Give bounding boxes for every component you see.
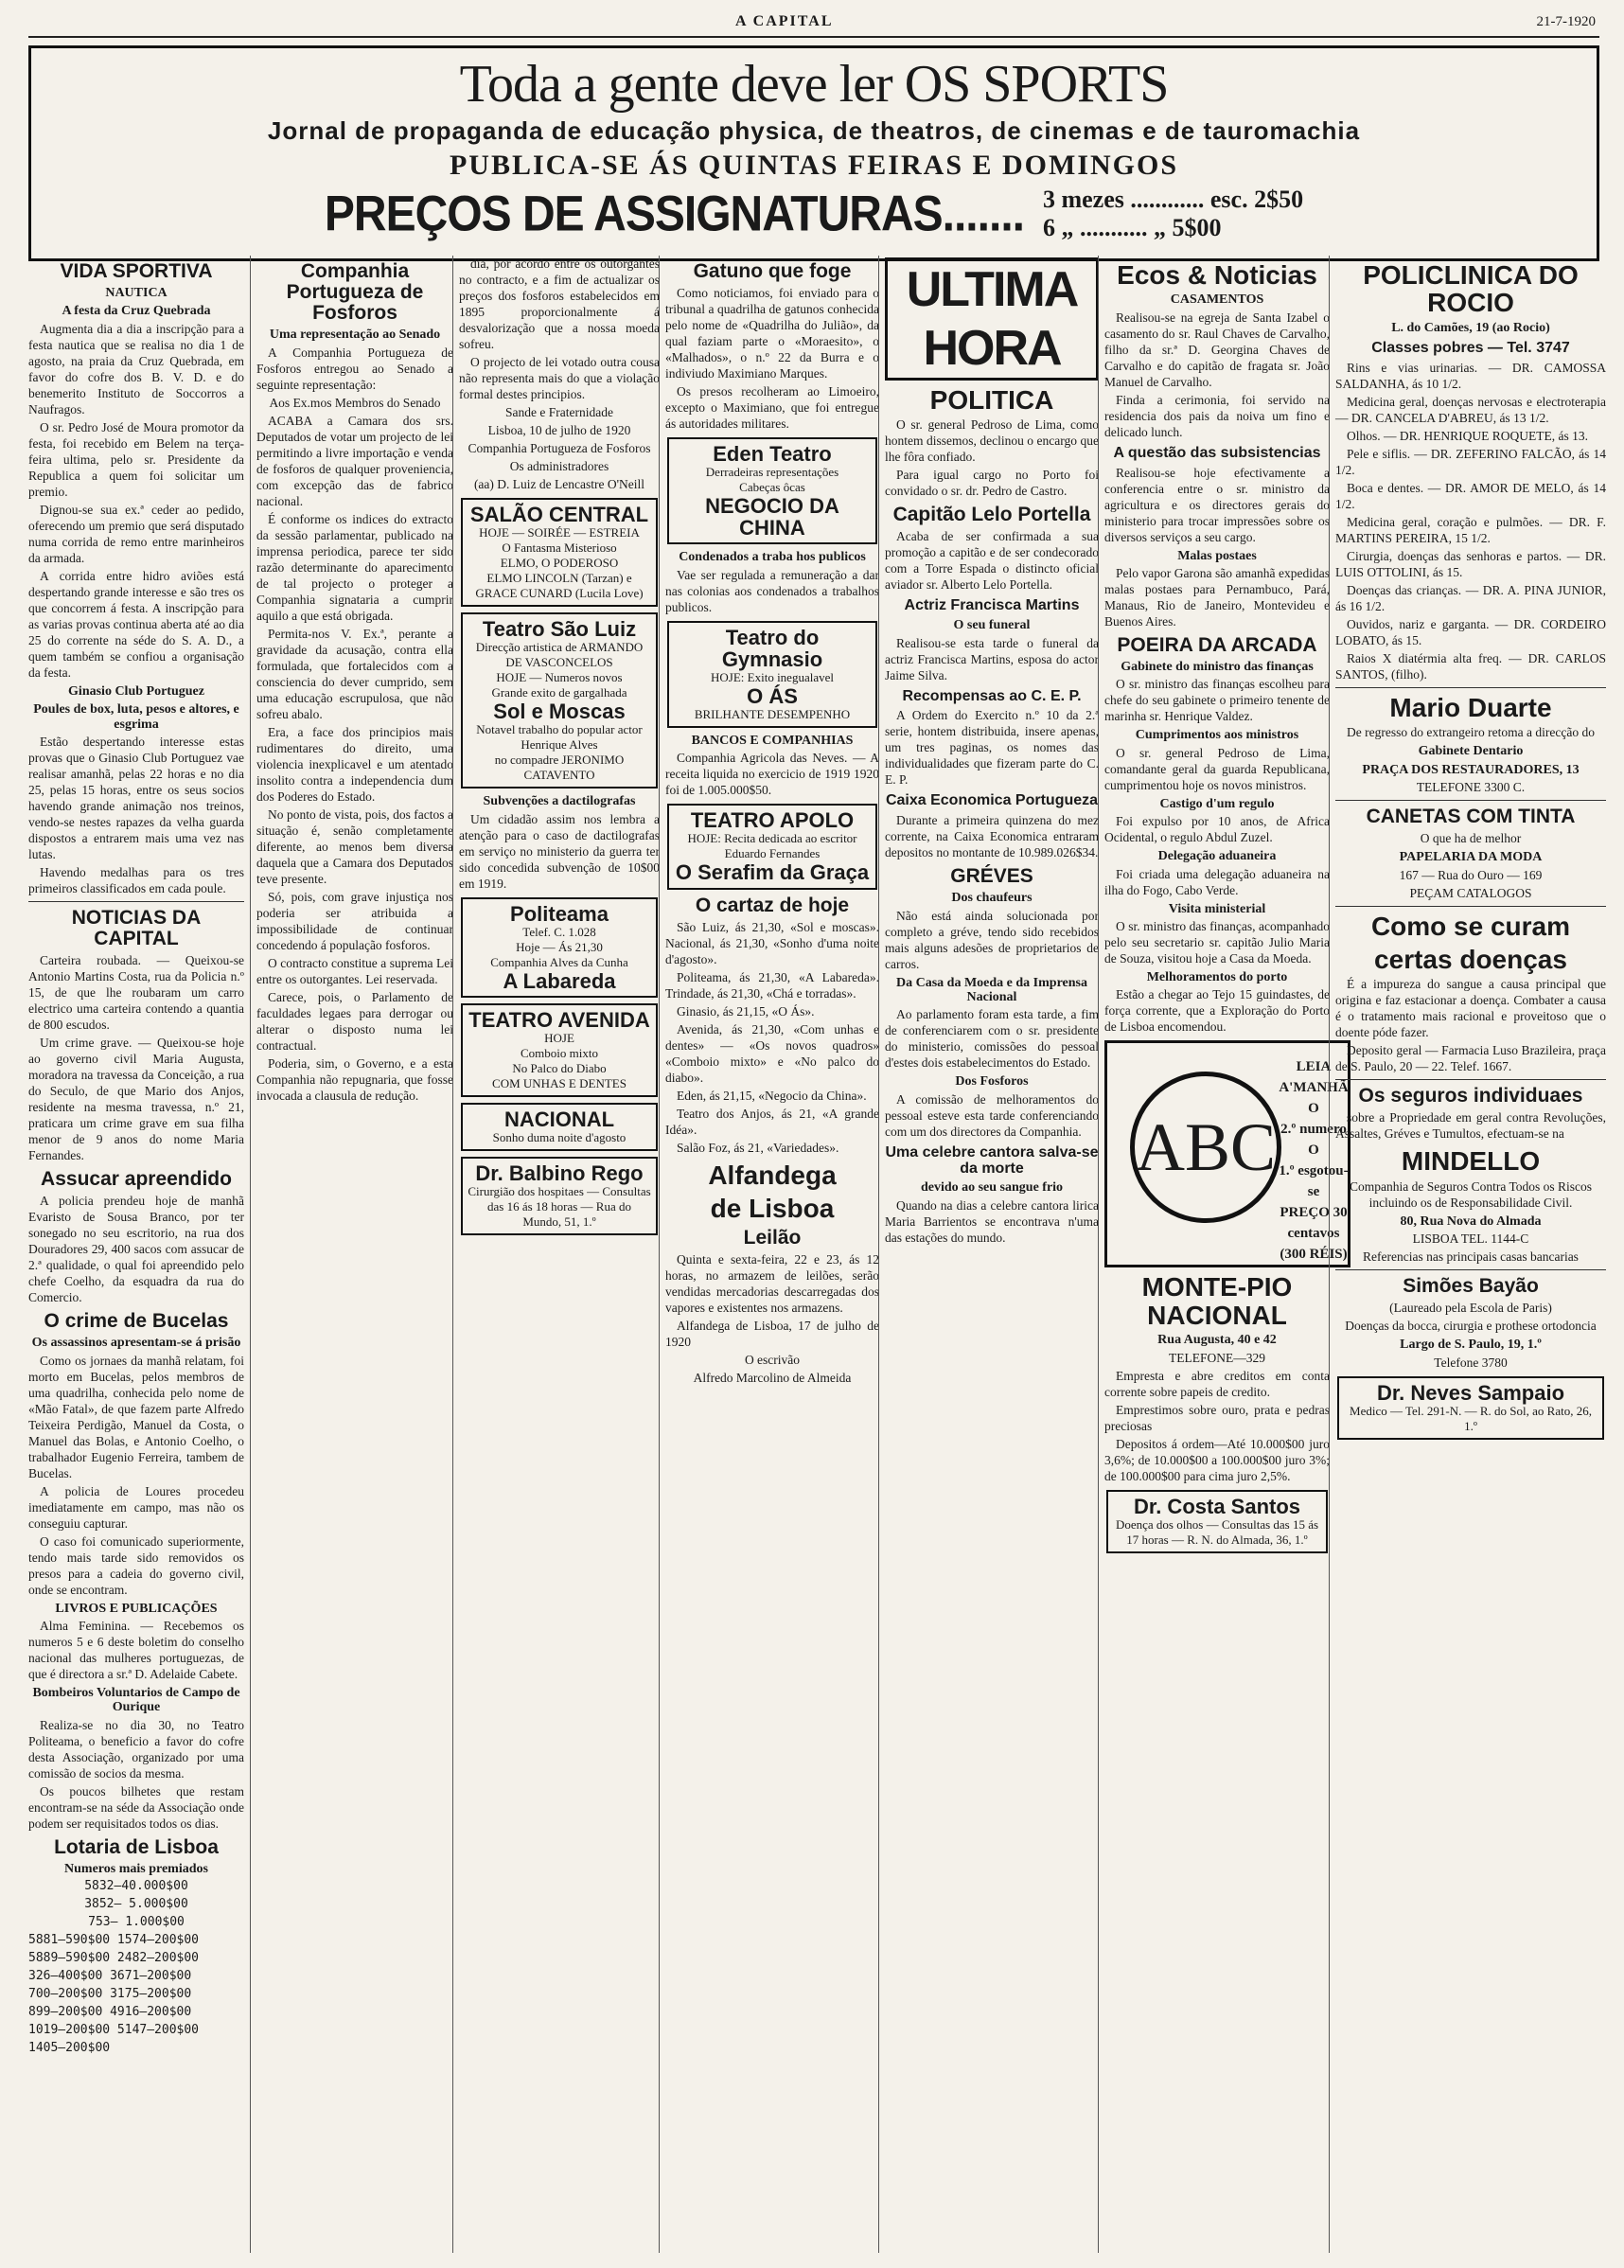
paragraph: Ao parlamento foram esta tarde, a fim de conferenciarem com o sr. presidente do ministerio, comissões do pessoal d'estes dois estabelecimentos do Estado. [885, 1007, 1099, 1071]
advert-line: Raios X diatérmia alta freq. — DR. CARLOS SANTOS, (filho). [1335, 650, 1606, 682]
column-3 [452, 256, 660, 2253]
article-title: Assucar apreendido [41, 1168, 232, 1191]
divider [1335, 800, 1606, 801]
subheading: Ginasio Club Portuguez [68, 683, 204, 699]
paragraph: A comissão de melhoramentos do pessoal esteve esta tarde conferenciando com um dos directores da Companhia. [885, 1091, 1099, 1139]
advert-title: Politeama [510, 901, 609, 926]
section-title: Ecos & Noticias [1117, 260, 1317, 290]
eden-teatro-advert [667, 437, 877, 544]
price-rows [1043, 186, 1303, 242]
advert-title: Mario Duarte [1389, 692, 1552, 722]
subheading: Castigo d'um regulo [1159, 796, 1275, 811]
advert-line: Doenças das crianças. — DR. A. PINA JUNIOR, ás 16 1/2. [1335, 582, 1606, 613]
newspaper-name: A CAPITAL [735, 13, 834, 29]
advert-title: TEATRO APOLO [690, 808, 855, 833]
paragraph: Como os jornaes da manhã relatam, foi morto em Bucelas, pelos membros de uma quadrilha, conhecida pelo nome de «Mão Fatal», de que fazem parte Alfredo Teixeira Perdigão, Manuel da Costa, o Manuel das Bolas, e Antonio Coelho, o trabalhador Eugenio Ferreira, tambem de Bucelas. [28, 1353, 244, 1480]
teatro-avenida-advert [461, 1003, 658, 1097]
paragraph: Só, pois, com grave injustiça nos poderia ser atribuida a impossibilidade de continuar concedendo á população fosforos. [256, 889, 453, 952]
column-5 [878, 256, 1099, 2253]
column-4 [659, 256, 879, 2253]
advert-line: Medicina geral, doenças nervosas e electroterapia — DR. CANCELA D'ABREU, ás 13 1/2. [1335, 394, 1606, 425]
paragraph: A Companhia Portugueza de Fosforos entregou ao Senado a seguinte representação: [256, 345, 453, 392]
advert-line: HOJE [544, 1030, 574, 1045]
advert-title: Toda a gente deve ler OS SPORTS [459, 55, 1169, 114]
subheading: Condenados a traba hos publicos [679, 550, 866, 565]
paragraph: Quando na dias a celebre cantora lirica Maria Barrientos se encontrava n'uma das estações do mundo. [885, 1197, 1099, 1245]
paragraph: Pelo vapor Garona são amanhã expedidas malas postaes para Pernambuco, Pará, Manaus, Rio de Janeiro, Montevideu e Buenos Aires. [1104, 565, 1330, 629]
paragraph: Vae ser regulada a remuneração a dar nas colonias aos condenados a trabalhos publicos. [665, 567, 879, 614]
advert-line: É a impureza do sangue a causa principal que origina e faz estacionar a doença. Combater a causa é o tratamento mais racional e proveitoso que o doente póde fazer. [1335, 977, 1606, 1040]
paragraph: Acaba de ser confirmada a sua promoção a capitão e de ser condecorado com a Torre Espada o distincto oficial aviador sr. Alberto Lelo Portella. [885, 529, 1099, 593]
advert-line: LISBOA TEL. 1144-C [1412, 1231, 1529, 1247]
paragraph: A policia de Loures procedeu imediatamente em campo, mas não os conseguiu capturar. [28, 1483, 244, 1531]
section-title: POLITICA [929, 385, 1054, 415]
advert-line: Derradeiras representações [705, 465, 839, 480]
paragraph: Aos Ex.mos Membros do Senado [269, 395, 441, 410]
advert-title: POLICLINICA DO ROCIO [1363, 260, 1579, 318]
paragraph: Finda a cerimonia, foi servido na residencia dos pais da noiva um fino e delicado lunch. [1104, 392, 1330, 439]
paragraph: Permita-nos V. Ex.ª, perante a gravidade da acusação, contra ella formulada, que fortalecidos com a consciencia do dever cumprido, sem uma educação escrupulosa, que não sofreu abalo. [256, 626, 453, 721]
abc-advert [1104, 1040, 1350, 1267]
advert-days: PUBLICA-SE ÁS QUINTAS FEIRAS E DOMINGOS [449, 150, 1179, 181]
paragraph: Os presos recolheram ao Limoeiro, excepto o Maximiano, que foi entregue ás autoridades militares. [665, 384, 879, 432]
paragraph: Os poucos bilhetes que restam encontram-se na séde da Associação onde podem ser requisitados todos os dias. [28, 1783, 244, 1831]
paragraph: Era, a face dos principios mais rudimentares do direito, uma violencia inexplicavel e um atentado insolito contra a independencia dum dos Poderes do Estado. [256, 724, 453, 804]
subheading: O seu funeral [953, 618, 1031, 633]
advert-line: ELMO, O PODEROSO [500, 556, 619, 571]
paragraph: Estão a chegar ao Tejo 15 guindastes, de força corrente, que a Exploração do Porto de Lisboa encomendou. [1104, 987, 1330, 1035]
lottery-line: 753— 1.000$00 [88, 1915, 185, 1930]
advert-line: Deposito geral — Farmacia Luso Brazileira, praça de S. Paulo, 20 — 22. Telef. 1667. [1335, 1043, 1606, 1074]
subheading: Numeros mais premiados [64, 1861, 208, 1876]
article-title: Lotaria de Lisboa [54, 1835, 219, 1858]
advert-line: Largo de S. Paulo, 19, 1.º [1400, 1338, 1542, 1353]
notice-title: de Lisboa [710, 1194, 835, 1224]
advert-line: Rua Augusta, 40 e 42 [1157, 1333, 1277, 1348]
advert-line: De regresso do extrangeiro retoma a direcção do [1346, 725, 1595, 740]
paragraph: Poderia, sim, o Governo, e a esta Companhia não repugnaria, que fosse invocada a clausula de redução. [256, 1055, 453, 1103]
paragraph: Eden, ás 21,15, «Negocio da China». [677, 1088, 867, 1103]
paragraph: Estão despertando interesse estas provas que o Ginasio Club Portuguez vae realisar amanhã, pelas 22 horas e no dia 25, pelas 15 horas, entre os seus socios havendo grande animação nos treinos, vendo-se nestes rapazes da velha guarda dispostos a entrarem mais uma vez nas lutas. [28, 735, 244, 861]
paragraph: O projecto de lei votado outra cousa não representa mais do que a violação formal destes principios. [459, 355, 660, 401]
advert-line: Doenças da bocca, cirurgia e prothese ortodoncia [1345, 1319, 1597, 1334]
column-1 [28, 256, 244, 2253]
paragraph: A Ordem do Exercito n.º 10 da 2.ª serie, hontem distribuida, insere apenas, um tres paginas, os nomes das individualidades que fizeram parte do C. E. P. [885, 708, 1099, 788]
advert-title: O Serafim da Graça [675, 860, 870, 885]
advert-line: A'MANHÃ [1279, 1080, 1349, 1096]
advert-line: Doença dos olhos — Consultas das 15 ás 17 horas — R. N. do Almada, 36, 1.º [1115, 1516, 1319, 1547]
price-row: 6 „ ........... „ 5$00 [1042, 214, 1222, 241]
article-title: Gatuno que foge [693, 260, 852, 282]
lottery-line: 5832—40.000$00 [84, 1879, 188, 1894]
paragraph: Realiza-se no dia 30, no Teatro Politeama, o beneficio a favor do cofre desta Associação, organizado por uma comissão de socios da mesma. [28, 1717, 244, 1781]
mario-duarte-advert [1335, 694, 1606, 795]
advert-line: Ouvidos, nariz e garganta. — DR. CORDEIRO LOBATO, ás 15. [1335, 616, 1606, 647]
article-title: O crime de Bucelas [44, 1310, 229, 1333]
advert-line: Medico — Tel. 291-N. — R. do Sol, ao Rato, 26, 1.º [1350, 1403, 1592, 1433]
subheading: Subvenções a dactilografas [483, 794, 636, 809]
advert-line: Hoje — Ás 21,30 [516, 939, 603, 954]
advert-title: Eden Teatro [713, 442, 832, 467]
advert-title: Teatro do Gymnasio [721, 625, 823, 671]
paragraph: (aa) D. Luiz de Lencastre O'Neill [473, 477, 645, 491]
advert-line: Cirurgião dos hospitaes — Consultas das 16 ás 18 horas — Rua do Mundo, 51, 1.º [468, 1184, 651, 1230]
paragraph: Teatro dos Anjos, ás 21, «A grande Idéa». [665, 1106, 879, 1137]
paragraph: É conforme os indices do extracto da sessão parlamentar, publicado na imprensa periodica, parece ter sido razão determinante do aparecimento de tal projecto o proteger a Companhia signataria a cumprir aquilo a que está obrigada. [256, 511, 453, 623]
paragraph: Alma Feminina. — Recebemos os numeros 5 e 6 deste boletim do conselho nacional das mulheres portuguezas, de que é directora a sr.ª D. Adelaide Cabete. [28, 1618, 244, 1681]
column-6 [1098, 256, 1349, 2253]
subheading: NAUTICA [105, 286, 168, 301]
advert-line: Classes pobres — Tel. 3747 [1371, 340, 1570, 357]
advert-line: PAPELARIA DA MODA [1399, 850, 1543, 865]
monte-pio-advert [1104, 1273, 1330, 1483]
advert-line: O Fantasma Misterioso [502, 540, 617, 556]
subheading: Uma representação ao Senado [269, 328, 441, 343]
paragraph: Foi expulso por 10 anos, de Africa Ocidental, o regulo Abdul Zuzel. [1104, 814, 1330, 845]
paragraph: Durante a primeira quinzena do mez corrente, na Caixa Economica entraram depositos no montante de 10.989.026$34. [885, 813, 1099, 860]
nacional-advert [461, 1103, 658, 1151]
subheading: Os assassinos apresentam-se á prisão [31, 1336, 241, 1351]
advert-line: COM UNHAS E DENTES [492, 1075, 627, 1090]
lottery-line: 1019—200$00 5147—200$00 [28, 2023, 200, 2038]
advert-line: HOJE: Recita dedicada ao escritor Eduardo Fernandes [687, 831, 857, 861]
paragraph: Politeama, ás 21,30, «A Labareda». Trindade, ás 21,30, «Chá e torradas». [665, 969, 879, 1001]
paragraph: ACABA a Camara dos srs. Deputados de votar um projecto de lei permitindo a livre importação e venda de fosforos de qualquer proveniencia, com excepção das de fabrico nacional. [256, 413, 453, 508]
teatro-gymnasio-advert [667, 621, 877, 728]
paragraph: Um crime grave. — Queixou-se hoje ao governo civil Maria Augusta, moradora na travessa da Conceição, a rua do Seculo, de que Mario dos Anjos, residente na mesma travessa, n.º 21, praticara um crime grave em sua filha menor de 9 anos do nome Maria Fernandes. [28, 1036, 244, 1163]
advert-line: (Laureado pela Escola de Paris) [1389, 1301, 1552, 1316]
divider [1335, 906, 1606, 907]
dr-balbino-rego-advert [461, 1157, 658, 1235]
paragraph: Alfredo Marcolino de Almeida [693, 1371, 852, 1386]
advert-title: CANETAS COM TINTA [1366, 806, 1576, 828]
advert-title: Simões Bayão [1403, 1275, 1539, 1298]
advert-line: TELEFONE—329 [1169, 1350, 1265, 1365]
article-title: Caixa Economica Portugueza [885, 792, 1099, 809]
advert-subtitle: Jornal de propaganda de educação physica, de theatros, de cinemas e de tauromachia [267, 116, 1361, 145]
advert-line: Comboio mixto [521, 1045, 598, 1060]
article-title: Companhia Portugueza de Fosforos [286, 260, 424, 325]
divider [1335, 1079, 1606, 1080]
paragraph: Realisou-se esta tarde o funeral da actriz Francisca Martins, esposa do actor Jaime Silva. [885, 635, 1099, 682]
notice-title: Leilão [743, 1227, 802, 1249]
paragraph: O caso foi comunicado superiormente, tendo mais tarde sido removidos os presos para a cadeia do governo civil, onde se encontram. [28, 1533, 244, 1597]
advert-line: Sonho duma noite d'agosto [492, 1130, 627, 1145]
advert-title: Dr. Balbino Rego [475, 1161, 644, 1186]
article-title: A questão das subsistencias [1113, 444, 1321, 461]
article-title: Recompensas ao C. E. P. [902, 687, 1082, 704]
advert-line: Emprestimos sobre ouro, prata e pedras preciosas [1104, 1402, 1330, 1433]
advert-line: Medicina geral, coração e pulmões. — DR. F. MARTINS PEREIRA, 15 1/2. [1335, 514, 1606, 545]
advert-line: O que ha de melhor [1420, 831, 1522, 846]
masthead [28, 9, 1599, 38]
advert-line: Empresta e abre creditos em conta corrente sobre papeis de credito. [1104, 1368, 1330, 1399]
advert-line: Boca e dentes. — DR. AMOR DE MELO, ás 14 1/2. [1335, 480, 1606, 511]
teatro-sao-luiz-advert [461, 612, 658, 788]
paragraph: Avenida, ás 21,30, «Com unhas e dentes» — «Os novos quadros» «Comboio mixto» e «No palco do diabo». [665, 1021, 879, 1085]
subheading: A festa da Cruz Quebrada [62, 304, 211, 319]
paragraph: Realisou-se na egreja de Santa Izabel o casamento do sr. Raul Chaves de Carvalho, filho da sr.ª D. Georgina Chaves de Carvalho e do capitão de fragata sr. João Manuel de Carvalho. [1104, 310, 1330, 389]
advert-line: L. do Camões, 19 (ao Rocio) [1391, 320, 1550, 335]
subheading: BANCOS E COMPANHIAS [691, 734, 854, 748]
price-label: PREÇOS DE ASSIGNATURAS....... [324, 186, 1024, 242]
subheading: Dos Fosforos [955, 1074, 1029, 1090]
advert-line: Companhia Alves da Cunha [490, 954, 628, 969]
advert-line: PEÇAM CATALOGOS [1409, 885, 1532, 900]
advert-line: ELMO LINCOLN (Tarzan) e GRACE CUNARD (Lucila Love) [475, 571, 644, 601]
advert-title: A Labareda [503, 968, 616, 993]
advert-line: BRILHANTE DESEMPENHO [694, 707, 851, 721]
article-title: Actriz Francisca Martins [904, 597, 1080, 614]
advert-line: Depositos á ordem—Até 10.000$00 juro 3,6%; de 10.000$00 a 100.000$00 juro 3%; de 100.000$00 para cima juro 2,5%. [1104, 1436, 1330, 1483]
advert-line: Rins e vias urinarias. — DR. CAMOSSA SALDANHA, ás 10 1/2. [1335, 360, 1606, 391]
paragraph: Quinta e sexta-feira, 22 e 23, ás 12 horas, no armazem de leilões, serão vendidas mercadorias descarregadas dos vapores e existentes nos armazens. [665, 1252, 879, 1316]
paragraph: Alfandega de Lisboa, 17 de julho de 1920 [665, 1319, 879, 1350]
advert-title: O ÁS [747, 683, 798, 708]
advert-line: Olhos. — DR. HENRIQUE ROQUETE, ás 13. [1347, 428, 1588, 443]
paragraph: O sr. general Pedroso de Lima, como hontem dissemos, declinou o encargo que lhe fôra confiado. [885, 417, 1099, 465]
subheading: LIVROS E PUBLICAÇÕES [55, 1601, 218, 1616]
advert-title: TEATRO AVENIDA [468, 1007, 650, 1032]
lottery-line: 899—200$00 4916—200$00 [28, 2005, 192, 2020]
salao-central-advert [461, 498, 658, 607]
column-7 [1329, 256, 1606, 2253]
advert-title: Como se curam [1370, 911, 1571, 941]
advert-title: MONTE-PIO NACIONAL [1141, 1272, 1293, 1330]
paragraph: São Luiz, ás 21,30, «Sol e moscas». Nacional, ás 21,30, «Sonho d'uma noite d'agosto». [665, 919, 879, 966]
subheading: Delegação aduaneira [1157, 849, 1277, 864]
advert-line: No Palco do Diabo [512, 1060, 607, 1075]
column-2 [250, 256, 453, 2253]
teatro-apolo-advert [667, 804, 877, 889]
advert-line: Telef. C. 1.028 [522, 924, 596, 939]
paragraph: Carteira roubada. — Queixou-se Antonio Martins Costa, rua da Policia n.º 15, de que lhe roubaram um carro electrico uma carteira contendo a quantia de 800 escudos. [28, 953, 244, 1033]
subheading: Cumprimentos aos ministros [1135, 728, 1299, 743]
advert-line: sobre a Propriedade em geral contra Revoluções, Assaltes, Gréves e Tumultos, efectuam-se na [1335, 1110, 1606, 1142]
policlinica-advert [1335, 261, 1606, 682]
subheading: Malas postaes [1177, 548, 1257, 563]
advert-title: MINDELLO [1401, 1146, 1541, 1177]
advert-line: HOJE: Exito inegualavel [711, 669, 834, 684]
columns [28, 256, 1606, 2262]
advert-line: HOJE — SOIRÉE — ESTREIA [479, 525, 640, 540]
section-title: NOTICIAS DA CAPITAL [71, 907, 202, 950]
advert-line: 167 — Rua do Ouro — 169 [1399, 867, 1543, 882]
advert-line: Direcção artistica de ARMANDO DE VASCONCELOS [475, 640, 644, 670]
paragraph: Dignou-se sua ex.ª ceder ao pedido, oferecendo um premio que será disputado numa corrida de remo entre marinheiros da armada. [28, 502, 244, 565]
section-title: POEIRA DA ARCADA [1117, 633, 1317, 656]
advert-title: NACIONAL [503, 1107, 615, 1131]
divider [28, 901, 244, 902]
dr-neves-sampaio-advert [1337, 1376, 1604, 1440]
paragraph: Como noticiamos, foi enviado para o tribunal a quadrilha de gatunos conhecida pelo nome de «Quadrilha do Julião», da qual faziam parte o «Moraesito», o «Malhados», o n.º 22 da Burra e o indiviudo Maximiano Marques. [665, 286, 879, 381]
advert-line: 1.º esgotou-se [1279, 1163, 1349, 1200]
advert-line: O [1308, 1143, 1319, 1159]
paragraph: Um cidadão assim nos lembra a atenção para o caso de dactilografas em serviço no ministerio da guerra ter sido concedida subvenção de 10$00 em 1919. [459, 811, 660, 891]
divider [1335, 1269, 1606, 1270]
advert-title: NEGOCIO DA CHINA [705, 494, 839, 540]
subheading: Da Casa da Moeda e da Imprensa Nacional [896, 975, 1087, 1005]
paragraph: Os administradores [509, 459, 609, 473]
price-row: 3 mezes ............ esc. 2$50 [1042, 186, 1304, 213]
advert-line: TELEFONE 3300 C. [1416, 780, 1526, 795]
advert-line: Pele e siflis. — DR. ZEFERINO FALCÃO, ás 14 1/2. [1335, 446, 1606, 477]
simoes-bayao-advert [1335, 1276, 1606, 1370]
os-sports-advert [28, 45, 1599, 261]
advert-line: PRAÇA DOS RESTAURADORES, 13 [1362, 762, 1580, 777]
issue-date: 21-7-1920 [1536, 13, 1596, 29]
subheading: Gabinete do ministro das finanças [1121, 660, 1314, 675]
lottery-line: 5881—590$00 1574—200$00 [28, 1933, 200, 1948]
canetas-advert [1335, 806, 1606, 900]
paragraph: Augmenta dia a dia a inscripção para a festa nautica que se realisa no dia 1 de agosto, na praia da Cruz Quebrada, em favor do cofre dos B. V. D. e do benemerito Instituto de Soccorros a Naufragos. [28, 321, 244, 416]
section-title: VIDA SPORTIVA [60, 260, 213, 282]
advert-line: HOJE — Numeros novos [496, 670, 623, 685]
advert-line: Grande exito de gargalhada [491, 685, 627, 700]
article-title: Capitão Lelo Portella [892, 504, 1091, 526]
advert-line: Telefone 3780 [1434, 1355, 1508, 1370]
lottery-line: 326—400$00 3671—200$00 [28, 1969, 192, 1984]
paragraph: O contracto constitue a suprema Lei entre os outorgantes. Lei reservada. [256, 955, 453, 986]
paragraph: Sande e Fraternidade [505, 405, 613, 419]
paragraph: A policia prendeu hoje de manhã Evaristo de Sousa Branco, por ter sonegado no seu escritorio, na rua dos Douradores 29, 400 sacos com assucar de 2.ª qualidade, o qual foi apreendido pelo chefe Coelho, da esquadra da rua do Comercio. [28, 1194, 244, 1305]
advert-line: 80, Rua Nova do Almada [1400, 1214, 1542, 1229]
advert-title: Dr. Costa Santos [1133, 1494, 1301, 1518]
alfandega-notice [665, 1161, 879, 1387]
advert-line: O [1308, 1101, 1319, 1117]
subheading: devido ao seu sangue frio [920, 1180, 1064, 1196]
politeama-advert [461, 897, 658, 998]
paragraph: Foi criada uma delegação aduaneira na ilha do Fogo, Cabo Verde. [1104, 866, 1330, 897]
subheading: Visita ministerial [1168, 901, 1266, 916]
curam-advert [1335, 913, 1606, 1075]
advert-title: Teatro São Luiz [482, 617, 637, 642]
paragraph: Carece, pois, o Parlamento de faculdades legaes para derrogar ou alterar o disposto numa lei contractual. [256, 989, 453, 1053]
advert-title: Os seguros individuaes [1358, 1085, 1583, 1107]
paragraph: O sr. ministro das finanças, acompanhado pelo seu secretario sr. capitão Julio Maria de Souza, visitou hoje a Casa da Moeda. [1104, 918, 1330, 966]
advert-line: 2.º numero [1280, 1122, 1347, 1138]
advert-title: Dr. Neves Sampaio [1376, 1380, 1565, 1405]
advert-title: SALÃO CENTRAL [469, 503, 649, 526]
paragraph: O sr. general Pedroso de Lima, comandante geral da guarda Republicana, cumprimentou hoje os novos ministros. [1104, 745, 1330, 792]
subheading: Poules de box, luta, pesos e altores, e esgrima [33, 702, 239, 732]
advert-line: (300 RÉIS) [1280, 1247, 1348, 1263]
section-title: GRÉVES [950, 865, 1033, 888]
paragraph: O sr. ministro das finanças escolheu para chefe do seu gabinete o primeiro tenente de marinha sr. Henrique Valdez. [1104, 677, 1330, 724]
paragraph: O sr. Pedro José de Moura promotor da festa, foi recebido em Belem na terça-feira ultima, pelo sr. Presidente da Republica a quem foi solicitar um premio. [28, 419, 244, 499]
lottery-line: 3852— 5.000$00 [84, 1897, 188, 1912]
paragraph: Não está ainda solucionada por completo a gréve, tendo sido recebidos mais alguns adesões de proprietarios de carros. [885, 908, 1099, 971]
advert-line: Cirurgia, doenças das senhoras e partos. — DR. LUIS OTTOLINI, ás 15. [1335, 548, 1606, 579]
subheading: CASAMENTOS [1170, 292, 1264, 308]
divider [1335, 687, 1606, 688]
advert-title: Sol e Moscas [493, 700, 626, 724]
paragraph: Companhia Agricola das Neves. — A receita liquida no exercicio de 1919 1920 foi de 1.005.000$50. [665, 751, 879, 798]
paragraph: No ponto de vista, pois, dos factos a situação é, senão completamente diferente, ao menos bem diversa daquela que a Camara dos Deputados teve presente. [256, 806, 453, 886]
advert-line: Cabeças ôcas [739, 480, 805, 495]
paragraph: Salão Foz, ás 21, «Variedades». [677, 1140, 839, 1155]
paragraph: Para igual cargo no Porto foi convidado o sr. dr. Pedro de Castro. [885, 468, 1099, 499]
paragraph: Ginasio, ás 21,15, «O Ás». [677, 1003, 815, 1019]
lottery-line: 1405—200$00 [28, 2041, 111, 2056]
advert-line: Companhia de Seguros Contra Todos os Riscos incluindo os de Responsabilidade Civil. [1349, 1178, 1593, 1210]
advert-line: Referencias nas principais casas bancarias [1363, 1249, 1579, 1265]
subheading: Bombeiros Voluntarios de Campo de Ourique [32, 1685, 240, 1715]
paragraph: A corrida entre hidro aviões está despertando grande interesse e são tres os que concorrem á festa. A inscripção para as varias provas continua aberta até ao dia 25 do corrente na séde do S. A. D., a quem também se confiou a organisação da festa. [28, 568, 244, 680]
advert-title: certas doenças [1374, 944, 1567, 974]
paragraph: Lisboa, 10 de julho de 1920 [487, 423, 631, 437]
advert-line: PREÇO 30 centavos [1280, 1205, 1348, 1242]
advert-prices [50, 186, 1578, 242]
mindello-advert [1335, 1086, 1606, 1265]
advert-line: Notavel trabalho do popular actor Henrique Alves [476, 722, 643, 753]
article-title: Uma celebre cantora salva-se da morte [885, 1143, 1099, 1177]
paragraph: Havendo medalhas para os tres primeiros classificados em cada poule. [28, 865, 244, 895]
lottery-line: 5889—590$00 2482—200$00 [28, 1951, 200, 1966]
advert-line: no compadre JERONIMO CATAVENTO [494, 753, 625, 783]
paragraph: Companhia Portugueza de Fosforos [468, 441, 651, 455]
paragraph: Realisou-se hoje efectivamente a conferencia entre o sr. ministro da agricultura e os directores gerais do ministerio para trocar impressões sobre os diversos serviços a seu cargo. [1104, 465, 1330, 544]
abc-logo: ABC [1130, 1072, 1281, 1223]
article-title: O cartaz de hoje [695, 894, 850, 916]
advert-line: LEIA [1296, 1059, 1332, 1075]
paragraph: O escrivão [744, 1353, 801, 1368]
lottery-line: 700—200$00 3175—200$00 [28, 1987, 192, 2002]
subheading: Melhoramentos do porto [1146, 969, 1288, 984]
notice-title: Alfandega [708, 1160, 837, 1190]
paragraph: dia, por acordo entre os outorgantes no contracto, e a fim de actualizar os preços dos fosforos estabelecidos em 1895 proporcionalmente á desvalorização que a nossa moeda sofreu. [459, 257, 660, 351]
dr-costa-santos-advert [1106, 1490, 1328, 1553]
ultima-hora-title: ULTIMA HORA [885, 257, 1099, 381]
advert-line: Gabinete Dentario [1418, 744, 1524, 759]
subheading: Dos chaufeurs [951, 891, 1033, 906]
